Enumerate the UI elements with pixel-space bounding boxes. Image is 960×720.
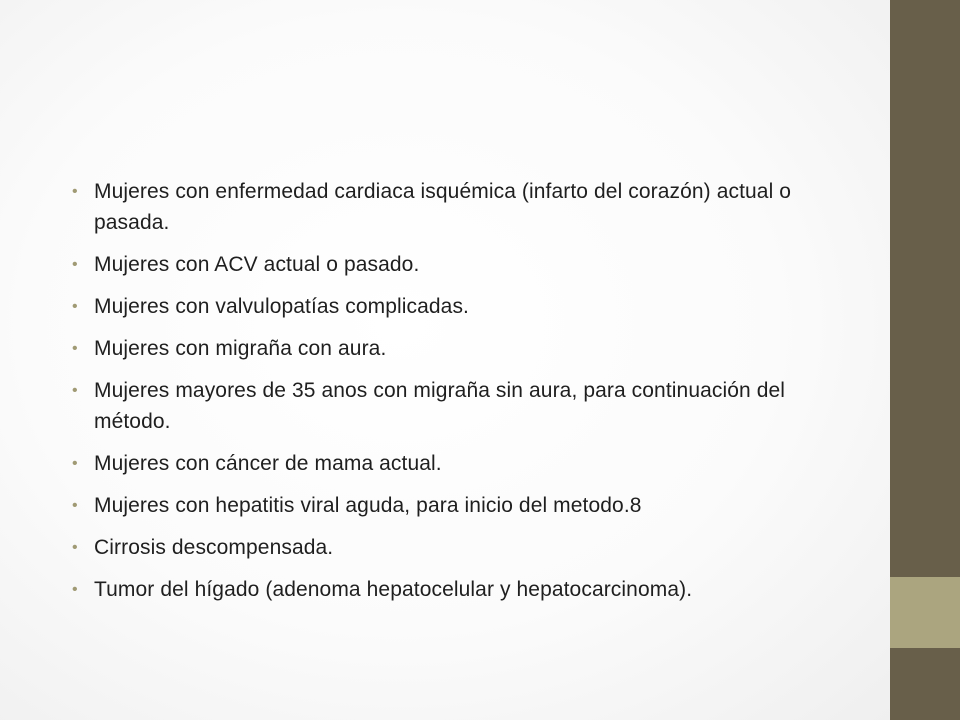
list-item-text: Mujeres con cáncer de mama actual. [94, 452, 442, 475]
list-item [72, 176, 862, 238]
list-item-text: Cirrosis descompensada. [94, 536, 334, 559]
list-item [72, 375, 862, 437]
bullet-icon: • [72, 455, 78, 472]
sidebar-band-middle [890, 577, 960, 648]
list-item-text: Tumor del hígado (adenoma hepatocelular y hepatocarcinoma). [94, 578, 693, 601]
list-item-text: Mujeres con hepatitis viral aguda, para inicio del metodo.8 [94, 494, 642, 517]
list-item-text: Mujeres con migraña con aura. [94, 337, 387, 360]
list-item [72, 574, 862, 605]
list-item [72, 249, 862, 280]
bullet-list [72, 176, 862, 616]
list-item [72, 333, 862, 364]
decorative-sidebar [890, 0, 960, 720]
list-item [72, 291, 862, 322]
bullet-icon: • [72, 581, 78, 598]
list-item [72, 532, 862, 563]
sidebar-band-top [890, 0, 960, 577]
bullet-icon: • [72, 183, 78, 200]
list-item-text: Mujeres con valvulopatías complicadas. [94, 295, 469, 318]
sidebar-band-bottom [890, 648, 960, 720]
list-item [72, 448, 862, 479]
bullet-icon: • [72, 382, 78, 399]
bullet-icon: • [72, 497, 78, 514]
list-item-text: Mujeres con enfermedad cardiaca isquémica (infarto del corazón) actual o pasada. [94, 180, 792, 234]
bullet-icon: • [72, 256, 78, 273]
list-item-text: Mujeres con ACV actual o pasado. [94, 253, 420, 276]
bullet-icon: • [72, 539, 78, 556]
bullet-icon: • [72, 340, 78, 357]
list-item [72, 490, 862, 521]
list-item-text: Mujeres mayores de 35 anos con migraña sin aura, para continuación del método. [94, 379, 786, 433]
bullet-icon: • [72, 298, 78, 315]
